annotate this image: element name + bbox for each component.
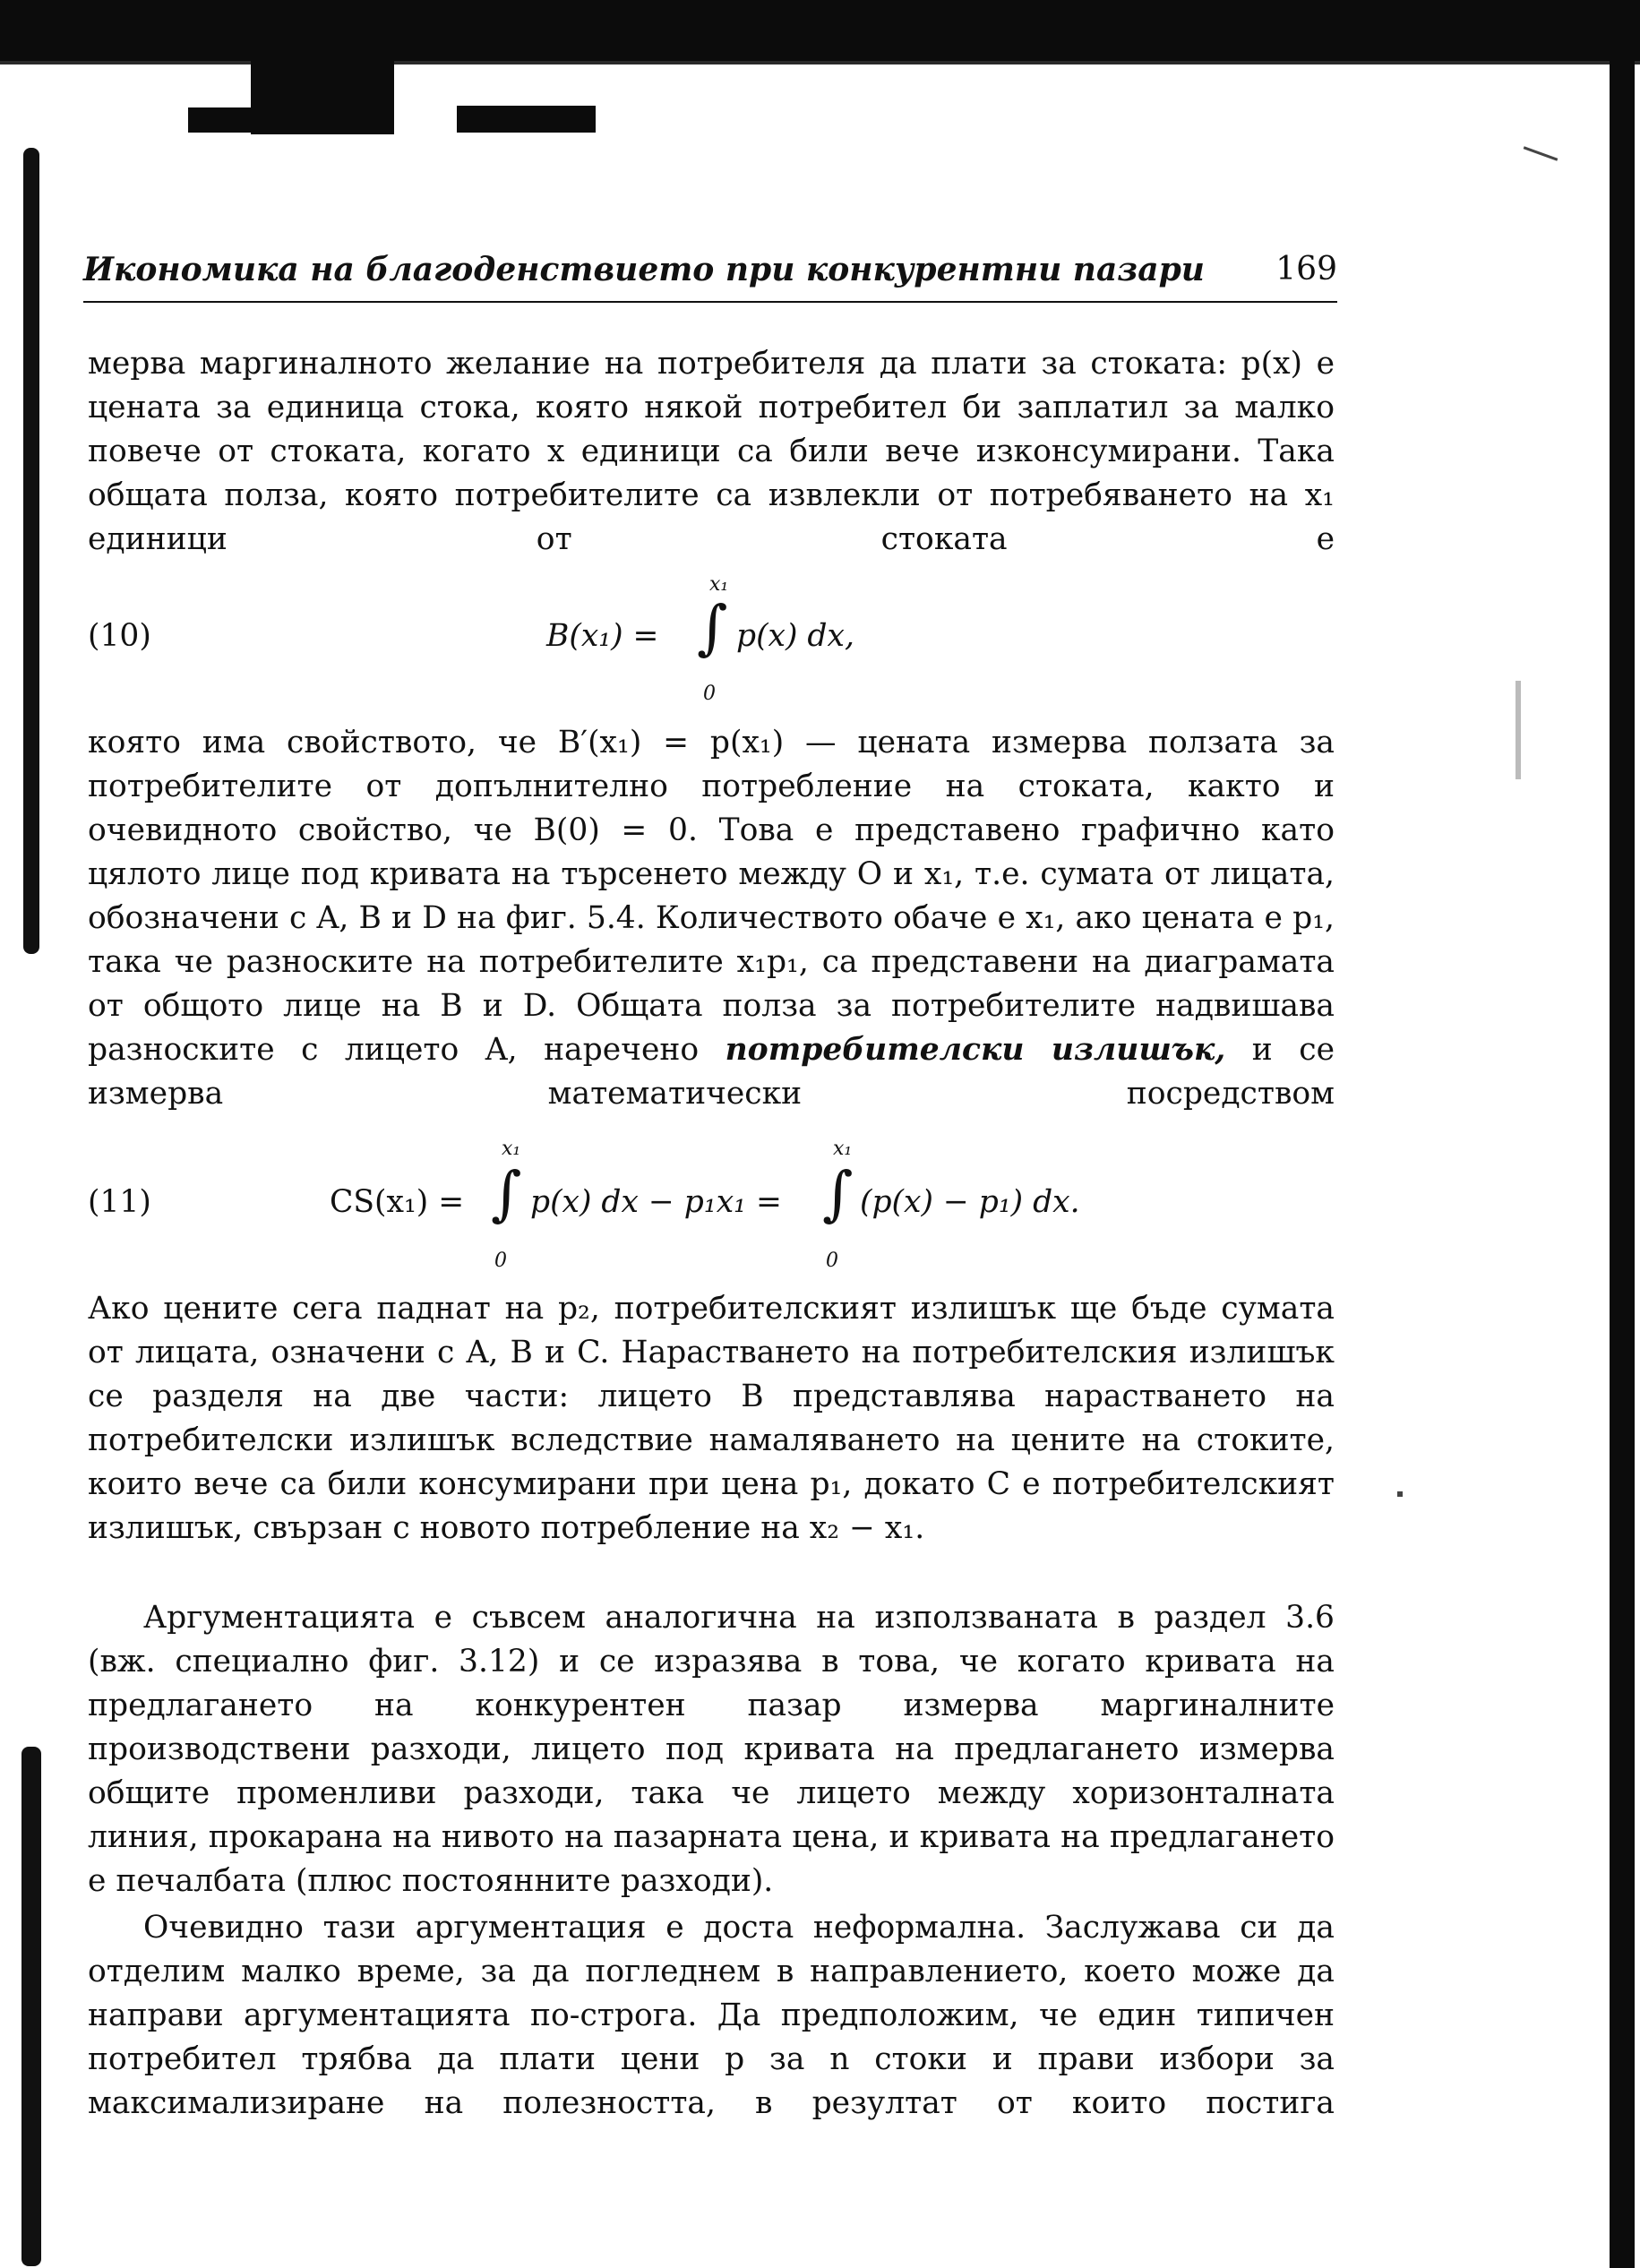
integral-sign-icon: ∫ (697, 593, 728, 662)
paragraph-3: Ако цените сега паднат на p₂, потребителският излишък ще бъде сумата от лицата, означени с A, B и C. Нарастването на потребителския излишък се разделя на две части: лицето B представлява нарастването на потребителски излишък вследствие намаляването на цените на стоките, които вече са били консумирани при цена p₁, докато C е потребителският излишък, свързан с новото потребление на x₂ − x₁. (88, 1291, 1335, 1546)
scan-border-top (0, 0, 1640, 61)
scan-border-edge (0, 61, 1640, 64)
integral-lower-limit: 0 (703, 683, 716, 705)
paragraph-2-end: и се измерва математически посредством (88, 1032, 1335, 1112)
paragraph-5: Очевидно тази аргументация е доста неформална. Заслужава си да отделим малко време, за да погледнем в направлението, което може да направи аргументацията по-строга. Да предположим, че един типичен потребител трябва да плати цени p за n стоки и прави избори за максимализиране на полезността, в резултат от които постига (88, 1910, 1335, 2121)
scan-blot (188, 107, 260, 133)
equation-middle: p(x) dx − p₁x₁ = (530, 1184, 782, 1220)
integral-upper-limit: x₁ (502, 1138, 521, 1160)
scan-border-left (23, 148, 39, 954)
paragraph-2-text: която има свойството, че B′(x₁) = p(x₁) — цената измерва ползата за потребителите от допълнително потребление на стоката, както и очевидното свойство, че B(0) = 0. Това е представено графично като цялото лице под кривата на търсенето между O и x₁, т.е. сумата от лицата, обозначени с A, B и D на фиг. 5.4. Количеството обаче е x₁, ако цената е p₁, така че разноските на потребителите x₁p₁, са представени на диаграмата от общото лице на B и D. Общата полза за потребителите надвишава разноските с лицето A, наречено (88, 725, 1335, 1068)
page-number: 169 (1275, 251, 1337, 288)
scan-speck (1397, 1491, 1403, 1497)
paragraph-1: мерва маргиналното желание на потребителя да плати за стоката: p(x) е цената за единица стока, която някой потребител би заплатил за малко повече от стоката, когато x единици са били вече изконсумирани. Така общата полза, която потребителите са извлекли от потребяването на x₁ единици от стоката е (88, 346, 1335, 557)
scan-border-right (1610, 36, 1635, 2268)
scan-blot (457, 106, 596, 133)
integral-upper-limit: x₁ (833, 1138, 853, 1160)
equation-number: (11) (88, 1184, 151, 1220)
running-header (83, 247, 1337, 303)
header-title: Икономика на благоденствието при конкурентни пазари (83, 251, 1205, 288)
integral-sign-icon: ∫ (822, 1159, 854, 1228)
paragraph-4: Аргументацията е съвсем аналогична на използваната в раздел 3.6 (вж. специално фиг. 3.12) и се изразява в това, че когато кривата на предлагането на конкурентен пазар измерва маргиналните производствени разходи, лицето под кривата на предлагането измерва общите променливи разходи, така че лицето между хоризонталната линия, прокарана на нивото на пазарната цена, и кривата на предлагането е печалбата (плюс постоянните разходи). (88, 1600, 1335, 1899)
scan-speck (1524, 146, 1558, 160)
equation-lhs: B(x₁) = (546, 618, 659, 654)
integral-lower-limit: 0 (826, 1250, 838, 1272)
integral-sign-icon: ∫ (491, 1159, 522, 1228)
scan-border-left (21, 1747, 41, 2266)
equation-integrand: (p(x) − p₁) dx. (860, 1184, 1080, 1220)
scan-blot (251, 54, 394, 134)
equation-lhs: CS(x₁) = (330, 1184, 465, 1220)
equation-number: (10) (88, 618, 151, 654)
scan-speck (1515, 681, 1521, 779)
equation-integrand: p(x) dx, (736, 618, 854, 654)
integral-lower-limit: 0 (494, 1250, 507, 1272)
integral-upper-limit: x₁ (709, 573, 729, 596)
paragraph-2 (88, 721, 1335, 1112)
emphasis-term: потребителски излишък, (725, 1032, 1226, 1068)
